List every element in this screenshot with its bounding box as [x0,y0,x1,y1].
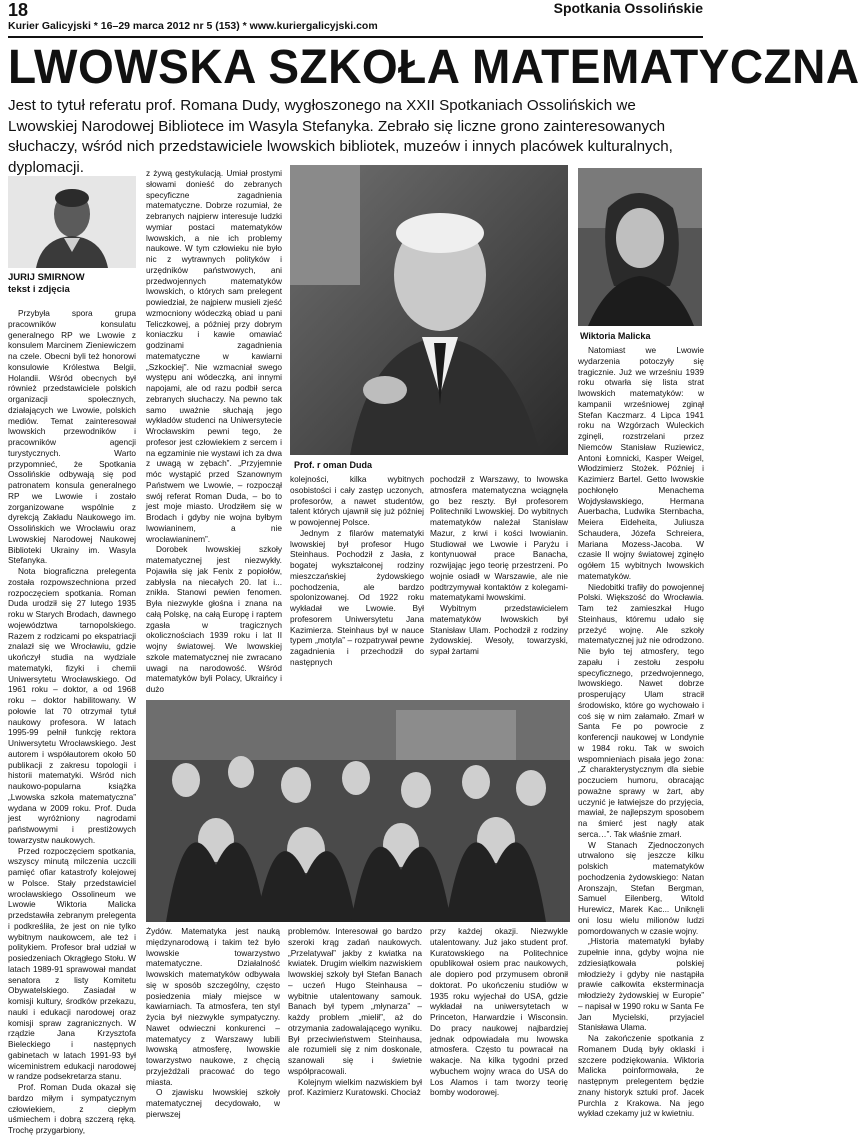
paragraph: Wybitnym przedstawicielem matematyków lwowskich był Stanisław Ulam. Pochodził z rodziny żydowskiej. Wesoły, towarzyski, sypał żartami [430,603,568,656]
page-header [8,0,703,38]
article-column-3 [290,474,424,696]
paragraph: pochodził z Warszawy, to lwowska atmosfera matematyczna wciągnęła go bez reszty. Był profesorem Politechniki Lwowskiej. Do wybitnych matematyków należał Stanisław Mazur, z krwi i kości lwowianin. Studiował we Lwowie i Paryżu i kontynuował prace Banacha, rozwijając jego teorię przestrzeni. Po wojnie osiadł w Warszawie, ale nie podtrzymywał kontaktów z kolegami-matematykami lwowskimi. [430,474,568,603]
article-column-1 [8,308,136,1135]
paragraph: Niedobitki trafiły do powojennej Polski. Większość do Wrocławia. Tam też zamieszkał Hugo Steinhaus, któremu udało się przeżyć wojnę. Ale szkoły matematycznej już nie odrodzono. Nie było tej atmosfery, tego zapału i zestołu zespołu specyficznego, przedwojennego, lwowskiego. Nawet dobrze prosperujący Ulam stracił środowisko, które go wychowało i coś się w nim załamało. Zmarł w Santa Fe po powrocie z konferencji naukowej w Londynie w 1984 roku. Tak w swoich wspomnieniach pisała jego żona: „Z charakterystycznym dla siebie poczuciem humoru, obracając poważne sprawy w żart, aby uczynić je łatwiejsze do przyjęcia, mawiał, że najlepszym sposobem na śmierć jest nagły atak serca…”. Tak właśnie zmarł. [578,581,704,839]
paragraph: Dorobek lwowskiej szkoły matematycznej jest niezwykły. Pojawiła się jak Fenix z popiołów, zabłysła na niecałych 20. lat i... znikła. Stanowi pewien fenomen. Była niezwykle głośna i znana na całą Polskę, na całą Europę i raptem zgasła w tragicznych okolicznościach 1939 roku i lat II wojny światowej. We lwowskiej szkole matematycznej nie zwracano uwagi na narodowość. Wśród matematyków byli Polacy, Ukraińcy i dużo [146,544,282,694]
masthead: Kurier Galicyjski * 16–29 marca 2012 nr 5 (153) * www.kuriergalicyjski.com [8,20,378,32]
author-portrait-image [8,176,136,268]
paragraph: O zjawisku lwowskiej szkoły matematycznej decydowało, w pierwszej [146,1087,280,1119]
duda-caption: Prof. r oman Duda [294,460,373,470]
paragraph: Przybyła spora grupa pracowników konsulatu generalnego RP we Lwowie z konsulem Marcinem Zieniewiczem na czele. Obecni byli też honorowi konsulowie Królestwa Belgii, Holandii. Wśród obecnych był również przedstawiciele polskich organizacji społecznych, działających we Lwowie, polskich mediów. Temat zainteresował lwowskich przewodników i pracowników agencji turystycznych. Warto przypomnieć, że Spotkania Ossolińskie odbywają się pod patronatem konsula generalnego RP we Lwowie i zostało zorganizowane wspólnie z dyrekcją Zakładu Naukowego im. Ossolińskich we Wrocławiu oraz Lwowskiej Narodowej Naukowej Biblioteki Ukrainy im. Wasyla Stefanyka. [8,308,136,566]
headline: LWOWSKA SZKOŁA MATEMATYCZNA [8,38,860,94]
paragraph: Przed rozpoczęciem spotkania, wszyscy minutą milczenia uczcili pamięć ofiar katastrofy kolejowej w Polsce. Stały przedstawiciel wrocławskiego Ossolineum we Lwowie Wiktoria Malicka przedstawiła zebranym prelegenta i podkreśliła, że jest on nie tylko wybitnym naukowcem, ale też i politykiem. Profesor brał udział w posiedzeniach Okrągłego Stołu. W latach 1989-91 sprawował mandat senatora z listy Komitetu Obywatelskiego. Zasiadał w komisji kultury, środków przekazu, nauki i edukacji narodowej oraz komisji spraw zagranicznych. W rządzie Jana Krzysztofa Bieleckiego i następnych gabinetach w latach 1991-93 był wiceministrem edukacji narodowej w randze podsekretarza stanu. [8,845,136,1082]
paragraph: Natomiast we Lwowie wydarzenia potoczyły się tragicznie. Już we wrześniu 1939 roku otwarła się lista strat lwowskich matematyków: w kampanii wrześniowej zginął Stefan Kaczmarz. 4 Lipca 1941 roku na Wzgórzach Wuleckich zginęli, rozstrzelani przez Niemców Stanisław Ruziewicz, Antoni Łomnicki, Kasper Weigel, Włodzimierz Stożek. Później i Kazimierz Bartel. Getto lwowskie pochłonęło Menachema Wojdysławskiego, Hermana Auerbacha, Ludwika Sternbacha, Meiera Eideheita, Juliusza Schaudera, Józefa Schreiera, Mariana Mozess-Jacoba. W czasie II wojny światowej zginęło ogółem 15 wybitnych lwowskich matematyków. [578,345,704,581]
paragraph: Prof. Roman Duda okazał się bardzo miłym i sympatycznym człowiekiem, z ciepłym uśmiechem i dobrą szczerą ręką. Trochę przygarbiony, [8,1082,136,1135]
audience-photo [146,700,570,922]
article-column-4b [430,926,568,1100]
article-column-2b [146,926,280,1119]
paragraph: przy każdej okazji. Niezwykle utalentowany. Już jako student prof. Kuratowskiego na Politechnice opublikował osiem prac naukowych, ale dopiero pod przymusem obronił doktorat. Po ukończeniu studiów w 1935 roku wyjechał do USA, gdzie wykładał na uniwersytetach w Princeton, Harwardzie i Wisconsin. Do pracy naukowej najbardziej jednak odpowiadała mu lwowska atmosfera. Często tu powracał na wakacje. Na kilka tygodni przed wybuchem wojny wraca do USA do Los Alamos i tam tworzy teorię bomby wodorowej. [430,926,568,1098]
paragraph: Kolejnym wielkim nazwiskiem był prof. Kazimierz Kuratowski. Chociaż [288,1076,422,1098]
malicka-photo [578,168,702,326]
page-number: 18 [8,0,29,20]
author-photo [8,176,136,268]
section-title: Spotkania Ossolińskie [553,0,703,16]
byline [8,272,138,296]
article-column-4 [430,474,568,696]
malicka-caption: Wiktoria Malicka [580,331,651,341]
article-column-2 [146,168,282,698]
malicka-portrait-image [578,168,702,326]
author-role: tekst i zdjęcia [8,284,70,295]
paragraph: z żywą gestykulacją. Umiał prostymi słowami donieść do zebranych specyficzne zagadnienia matematyczne. Dobrze rozumiał, że zebranych najpierw interesuje ludzki wymiar postaci matematyków lwowskich, a nie ich problemy naukowe. W tym człowieku nie było nic z wytrawnych polityków i urzędników państwowych, ani przedwojennych matematyków lwowskich, o których sam prelegent powiedział, że najpierw musieli zjeść wzmocniony wódeczką obiad u pani Teliczkowej, a później przy dobrym koniaczku i kawie omawiać godzinami zagadnienia matematyczne w kawiarni „Szkockiej”. Nie wzmacniał swego występu ani wódeczką, ani innymi napojami, ale od razu podbił serca zebranych słuchaczy. Na pewno tak samo uważnie słuchają jego wykładów studenci na Uniwersytecie Wrocławskim pewni tego, że profesor jest człowiekiem z sercem i na egzaminie nie wystawi ich za dwa z uwagą w zębach”. „Przyjemnie móc wystąpić przed Szanownym Państwem we Lwowie, – rozpoczął swój referat Roman Duda, – bo to jest moje miasto. Urodziłem się w Brodach i gdyby nie wojna byłbym lwowianinem, a nie wrocławianinem”. [146,168,282,544]
paragraph: W Stanach Zjednoczonych utrwalono się jeszcze kilku polskich matematyków pochodzenia żydowskiego: Natan Aronszajn, Stefan Bergman, Samuel Eilenberg, Witold Hurewicz, Marek Kac... Uniknęli oni losu wielu milionów ludzi pomordowanych w czasie wojny. [578,839,704,936]
audience-image [146,700,570,922]
paragraph: Nota biograficzna prelegenta została rozpowszechniona przed rozpoczęciem spotkania. Roman Duda urodził się 27 lutego 1935 roku w Starych Brodach, dawnego województwa tarnopolskiego. Razem z rodzicami po ekspatriacji znalazł się we Wrocławiu, gdzie ukończył studia na wydziale matematyki, fizyki i chemii Uniwersytetu Wrocławskiego. Od 1961 roku – doktor, a od 1968 roku – doktor habilitowany. W połowie lat 70 otrzymał tytuł naukowy profesora. W latach 1995-99 pełnił funkcję rektora Uniwersytetu Wrocławskiego. Jest autorem i współautorem około 50 publikacji z zakresu topologii i historii matematyki. Wśród nich naukowo-popularna książka „Lwowska szkoła matematyczna” wydana w 2009 roku. Prof. Duda jest wyróżniony nagrodami państwowymi i prestiżowych towarzystw naukowych. [8,566,136,845]
lead-paragraph: Jest to tytuł referatu prof. Romana Dudy, wygłoszonego na XXII Spotkaniach Ossolińskich we Lwowskiej Narodowej Bibliotece im Wasyla Stefanyka. Zebrało się liczne grono zainteresowanych słuchaczy, wśród nich przedstawiciele lwowskich bibliotek, muzeów i innych placówek kulturalnych, dyplomacji. [8,97,673,176]
author-name: JURIJ SMIRNOW [8,272,85,283]
paragraph: kolejności, kilka wybitnych osobistości i cały zastęp uczonych, profesorów, a nawet studentów, talent których ujawnił się już później w powojennej Polsce. [290,474,424,527]
header-rule [8,36,703,38]
paragraph: „Historia matematyki byłaby zupełnie inna, gdyby wojna nie zdziesiątkowała polskiej młodzieży i gdyby nie nastąpiła prawie całkowita eksterminacja młodzieży żydowskiej w Europie” – napisał w 1990 roku w Santa Fe Jan Mycielski, przyjaciel Stanisława Ulama. [578,936,704,1033]
paragraph: Jednym z filarów matematyki lwowskiej był profesor Hugo Steinhaus. Pochodził z Jasła, z bogatej wykształconej rodziny mieszczańskiej żydowskiego pochodzenia, ale bardzo spolonizowanej. Od 1922 roku wykładał we Lwowie. Był profesorem Uniwersytetu Jana Kazimierza. Steinhaus był w nauce typem „motyla” – rozpatrywał pewne zagadnienia i przechodził do następnych [290,527,424,667]
article-column-3b [288,926,422,1100]
duda-photo [290,165,568,455]
paragraph: Na zakończenie spotkania z Romanem Dudą były oklaski i szczere podziękowania. Wiktoria Malicka poinformowała, że następnym prelegentem będzie znany historyk sztuki prof. Jacek Purchla z Krakowa. Na jego wykład czekamy już w kwietniu. [578,1033,704,1119]
paragraph: Żydów. Matematyka jest nauką międzynarodową i takim też było lwowskie towarzystwo matematyczne. Działalność lwowskich matematyków odbywała się w sposób szczególny, często posiedzenia miały miejsce w kawiarniach. Ta atmosfera, ten styl życia był niezwykle sympatyczny. Nawet odwieczni konkurenci – matematycy z Warszawy lubili lwowską atmosferę, lwowskie towarzystwo naukowe, z chęcią przyjeżdżali pracować do tego miasta. [146,926,280,1087]
duda-portrait-image [290,165,568,455]
paragraph: problemów. Interesował go bardzo szeroki krąg zadań naukowych. „Przelatywał” jakby z kwiatka na kwiatek. Drugim wielkim nazwiskiem lwowskiej szkoły był Stefan Banach – uczeń Hugo Steinhausa – wybitnie utalentowany samouk. Banach był typem „młynarza” – każdy problem „mielił”, aż do otrzymania zadowalającego wyniku. Był przeciwieństwem Steinhausa, ale rozumieli się z nim doskonale, szanowali się i świetnie współpracowali. [288,926,422,1076]
article-column-5 [578,345,704,1119]
